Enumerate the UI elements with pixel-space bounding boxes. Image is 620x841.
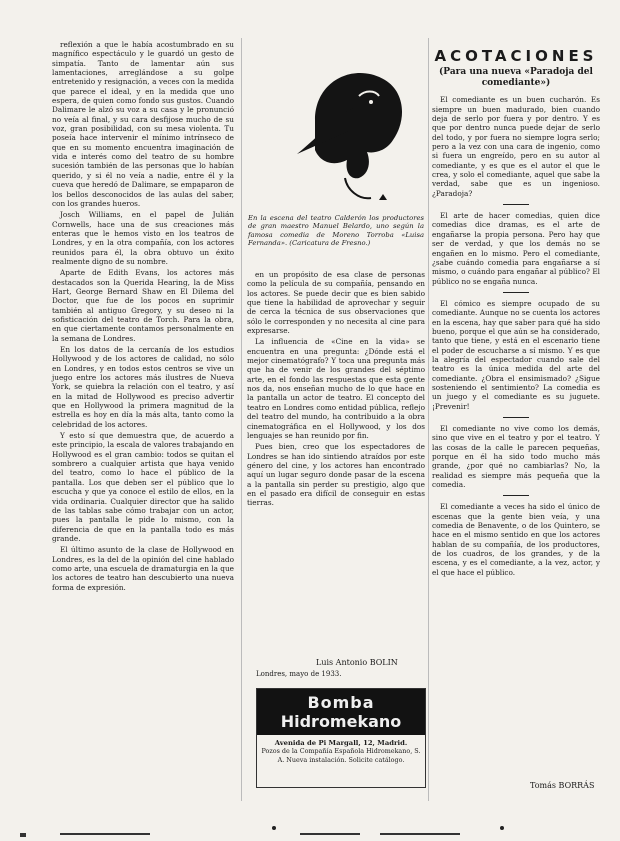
paragraph: La influencia de «Cine en la vida» se encuentra en una pregunta: ¿Dónde está el mejor cinematógrafo? Y toca una pregunta más que ha de venir de los grandes del séptimo arte, en el fondo las respuestas que esta gente nos da, nos enseñan mucho de lo que hace en la pantalla un actor de teatro. El concepto del teatro en Londres como entidad pública, reflejo del teatro del mundo, ha contribuido a la obra cinematográfica en el Hollywood, y los dos lenguajes se han reunido por fin.	[247, 337, 425, 440]
caricature-illustration	[275, 50, 425, 210]
separator	[503, 292, 529, 293]
author-signature-right: Tomás BORRÁS	[530, 781, 595, 790]
paragraph: Pues bien, creo que los espectadores de Londres se han ido sintiendo atraídos por este género del cine, y los actores han encontrado aquí un lugar seguro donde pasar de la escena a la pantalla sin perder su prestigio, algo que en el pasado era difícil de conseguir en estas tierras.	[247, 442, 425, 508]
ad-text: Pozos de la Compañía Española Hidromekano, S. A. Nueva instalación. Solicite catálogo.	[261, 747, 421, 764]
paragraph: Y esto sí que demuestra que, de acuerdo a este principio, la escala de valores trabajando en Hollywood es el gran cambio: todos se quitan el sombrero a cualquier artista que haya venido del teatro, como lo hace el público de la pantalla. Los que deben ser el público que lo escucha y que ya conoce el estilo de ellos, en la vida ordinaria. Cualquier director que ha salido de las tablas sabe cómo trabajar con un actor, pues la pantalla le pide lo mismo, con la diferencia de que en la pantalla todo es más grande.	[52, 431, 234, 543]
ad-address: Avenida de Pi Margall, 12, Madrid.	[274, 739, 408, 747]
paragraph: El comediante es un buen cucharón. Es siempre un buen madurado, bien cuando deja de serlo por fuera y por dentro. Y es que por dentro nunca puede dejar de serlo del todo, y por fuera no siempre logra serlo; pero a la vez con una cara de ingenio, como si fuera un engreído, pero en su autor al comediante, y es que es el autor el que le crea, y solo el comediante, aquel que sabe la verdad, sabe que es un ingenioso. ¿Paradoja?	[432, 95, 600, 198]
ad-title-line1: Bomba	[307, 693, 375, 712]
separator	[503, 417, 529, 418]
ad-body	[257, 735, 425, 764]
paragraph: El último asunto de la clase de Hollywood en Londres, es la del de la opinión del cine hablado como arte, una escuela de dramaturgia en la que los actores de teatro han descubierto una nueva forma de expresión.	[52, 545, 234, 592]
section-subheading: (Para una nueva «Paradoja del comediante»)	[439, 67, 593, 89]
separator	[503, 204, 529, 205]
section-heading: ACOTACIONES	[434, 47, 598, 65]
advertisement-box	[256, 688, 426, 788]
print-edge-strip	[0, 831, 620, 841]
column-divider-2	[428, 38, 429, 801]
ad-title-line2: Hidromekano	[280, 712, 402, 731]
author-signature: Luis Antonio BOLIN	[316, 658, 398, 667]
paragraph: El comediante no vive como los demás, sino que vive en el teatro y por el teatro. Y las cosas de la calle le parecen pequeñas, porque en él ha sido todo mucho más grande, ¿por qué no cambiarlas? No, la realidad es siempre más pequeña que la comedia.	[432, 424, 600, 490]
column-right	[432, 40, 600, 579]
page-mark-dot	[500, 826, 504, 830]
column-middle	[247, 270, 425, 510]
paragraph: Josch Williams, en el papel de Julián Cornwells, hace una de sus creaciones más enteras que le hemos visto en los teatros de Londres, y en la otra compañía, con los actores reunidos para él, la obra obtuvo un éxito realmente digno de su nombre.	[52, 210, 234, 266]
column-divider-1	[241, 38, 242, 801]
paragraph: El arte de hacer comedias, quien dice comedias dice dramas, es el arte de engañarse la propia persona. Pero hay que ser de verdad, y que los demás no se engañen en lo mismo. Pero el comediante, ¿sabe cuándo comedia para engañarse a sí mismo, o cuándo para engañar al público? El público no se engaña nunca.	[432, 211, 600, 286]
column-left	[52, 40, 234, 594]
paragraph: En los datos de la cercanía de los estudios Hollywood y de los actores de calidad, no sólo en Londres, y en todos estos centros se vive un juego entre los actores más ilustres de Nueva York, se quiebra la relación con el teatro, y así en la mitad de Hollywood es preciso advertir que en Hollywood la primera magnitud de la estrella es hoy en día la más alta, tanto como la celebridad de los actores.	[52, 345, 234, 429]
separator	[503, 495, 529, 496]
ad-banner	[257, 689, 425, 735]
illustration-caption: En la escena del teatro Calderón los productores de gran maestro Manuel Belardo, uno según la famosa comedia de Moreno Torroba «Luisa Fernanda». (Caricatura de Fresno.)	[248, 214, 424, 248]
place-date: Londres, mayo de 1933.	[256, 670, 342, 678]
paragraph: Aparte de Edith Evans, los actores más destacados son la Querida Hearing, la de Miss Hart, George Bernard Shaw en El Dilema del Doctor, que fue de los pocos en suprimir también al antiguo Gregory, y su deseo ni la sofisticación del teatro de Torch. Para la obra, en que ciertamente contamos personalmente en la semana de Londres.	[52, 268, 234, 343]
paragraph: El comediante a veces ha sido el único de escenas que la gente bien veía, y una comedia de Benavente, o de los Quintero, se hace en el mismo sentido en que los actores hablan de su compañía, de los productores, de los cuadros, de los grandes, y de la escena, y es el comediante, a la vez, actor, y el que hace el público.	[432, 502, 600, 577]
paragraph: reflexión a que le había acostumbrado en su magnífico espectáculo y le guardó un gesto de simpatía. Tanto de lamentar aún sus lamentaciones, arreglándose a su golpe entretenido y resignación, a veces con la medida que parece el ideal, y en la medida que uno espera, de quien como fondo sus gustos. Cuando Dalimare le alzó su voz a su casa y le pronunció no veía al final, y su cara desfijose mucho de su voz, gran posibilidad, con su mesa violenta. Tu poseía hace intervenir el mínimo intrínseco de que en su momento encuentra imaginación de vida e interés como del teatro de su hombre sucesión también de las personas que lo habían querido, y si él no veía a nadie, entre él y la cueva que heredó de Dalimare, se empaparon de los bellos desconocidos de las aulas del saber, con los grandes hueros.	[52, 40, 234, 208]
page-mark-dot	[272, 826, 276, 830]
paragraph: en un propósito de esa clase de personas como la película de su compañía, pensando en los actores. Se puede decir que es bien sabido que tiene la habilidad de aprovechar y seguir de cerca la técnica de sus observaciones que sólo le corresponden y no necesita al cine para expresarse.	[247, 270, 425, 336]
paragraph: El cómico es siempre ocupado de su comediante. Aunque no se cuenta los actores en la escena, hay que saber para qué ha sido bueno, porque el que aún se ha considerado, tanto que tiene, y está en el escenario tiene el poder de escucharse a sí mismo. Y es que la alegría del espectador cuando sale del teatro es la única medida del arte del comediante. ¿Obra el ensimismado? ¿Sigue sosteniendo el sentimiento? La comedia es un juego y el comediante es su juguete. ¡Prevenir!	[432, 298, 600, 411]
